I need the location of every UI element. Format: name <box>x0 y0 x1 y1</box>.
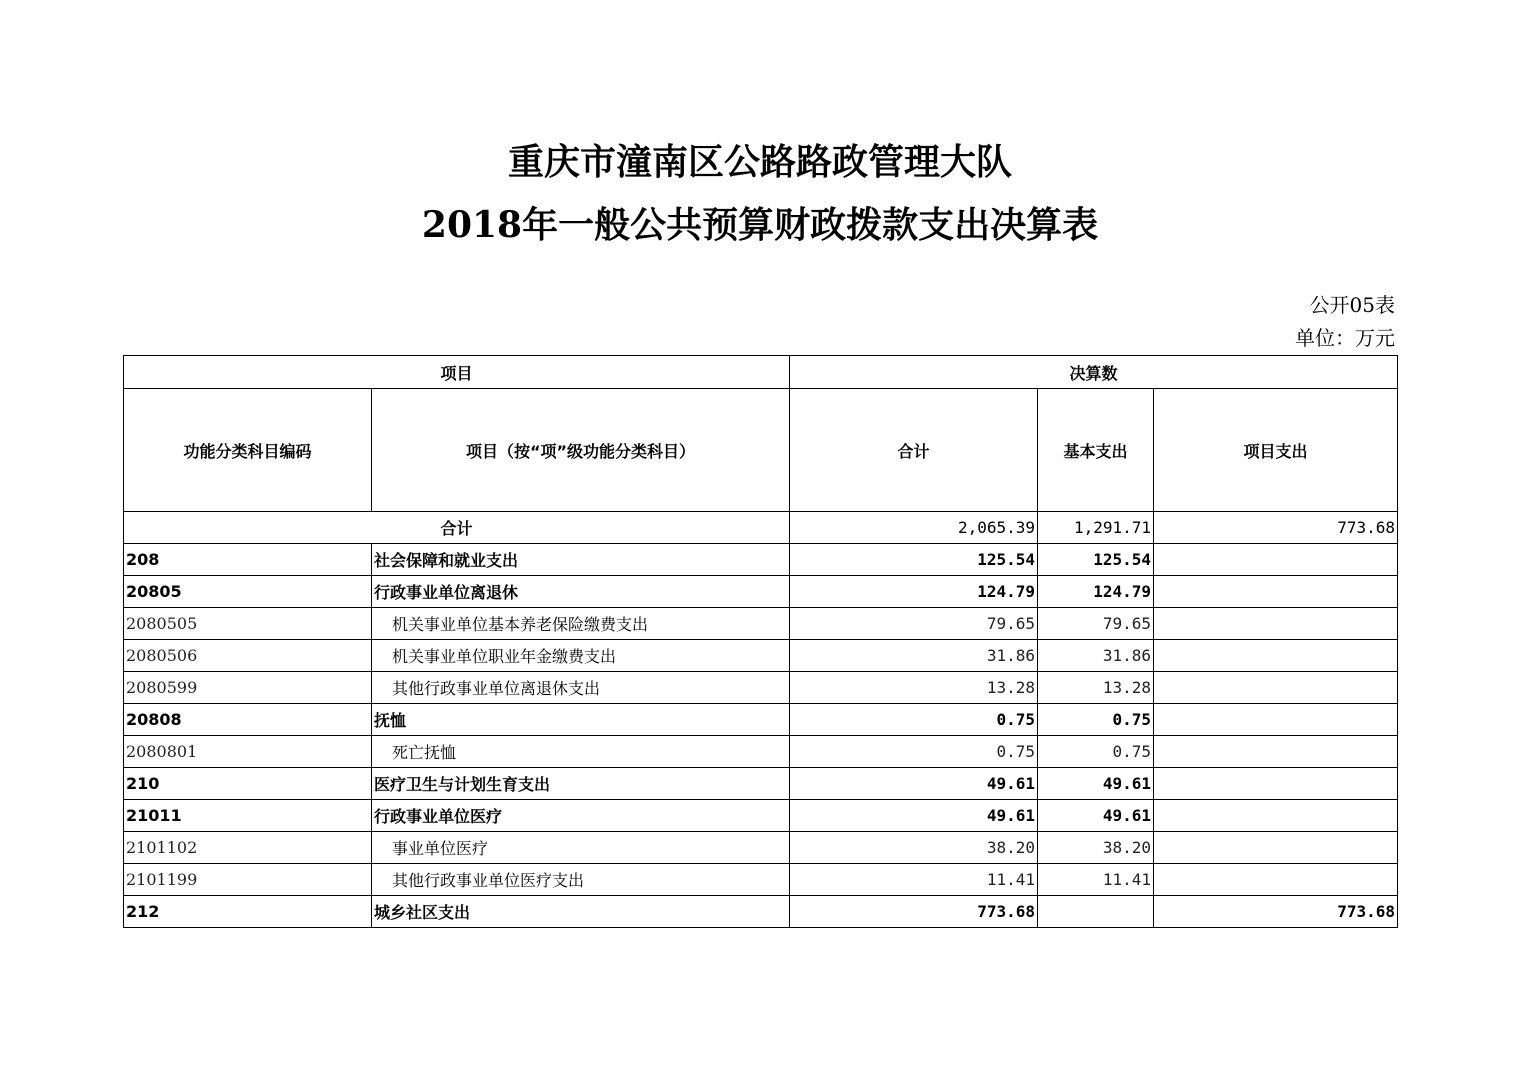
header-column-row <box>124 389 1398 512</box>
row-basic: 125.54 <box>1038 544 1154 576</box>
header-total: 合计 <box>790 389 1038 512</box>
row-project <box>1154 832 1398 864</box>
row-code: 2080801 <box>124 736 372 768</box>
row-basic: 0.75 <box>1038 704 1154 736</box>
row-total: 31.86 <box>790 640 1038 672</box>
row-code: 212 <box>124 896 372 928</box>
row-name: 其他行政事业单位离退休支出 <box>372 672 790 704</box>
total-label: 合计 <box>124 512 790 544</box>
row-basic <box>1038 896 1154 928</box>
total-basic: 1,291.71 <box>1038 512 1154 544</box>
header-name: 项目（按“项”级功能分类科目） <box>372 389 790 512</box>
row-code: 2080505 <box>124 608 372 640</box>
row-total: 49.61 <box>790 800 1038 832</box>
row-total: 13.28 <box>790 672 1038 704</box>
row-code: 2080599 <box>124 672 372 704</box>
header-group-item: 项目 <box>124 356 790 389</box>
header-basic: 基本支出 <box>1038 389 1154 512</box>
row-code: 2101199 <box>124 864 372 896</box>
row-name: 行政事业单位医疗 <box>372 800 790 832</box>
row-name: 机关事业单位职业年金缴费支出 <box>372 640 790 672</box>
table-row <box>124 896 1398 928</box>
table-row <box>124 736 1398 768</box>
row-total: 124.79 <box>790 576 1038 608</box>
row-basic: 31.86 <box>1038 640 1154 672</box>
row-basic: 11.41 <box>1038 864 1154 896</box>
row-total: 38.20 <box>790 832 1038 864</box>
row-total: 0.75 <box>790 736 1038 768</box>
budget-table <box>123 355 1398 928</box>
table-row <box>124 544 1398 576</box>
table-row <box>124 608 1398 640</box>
row-code: 21011 <box>124 800 372 832</box>
table-row <box>124 672 1398 704</box>
header-project: 项目支出 <box>1154 389 1398 512</box>
row-project <box>1154 544 1398 576</box>
row-project <box>1154 608 1398 640</box>
table-row <box>124 768 1398 800</box>
table-row <box>124 576 1398 608</box>
row-project <box>1154 576 1398 608</box>
header-group-amount: 决算数 <box>790 356 1398 389</box>
header-group-row <box>124 356 1398 389</box>
table-row <box>124 640 1398 672</box>
row-project <box>1154 672 1398 704</box>
row-code: 210 <box>124 768 372 800</box>
row-project: 773.68 <box>1154 896 1398 928</box>
total-project: 773.68 <box>1154 512 1398 544</box>
unit-label: 单位：万元 <box>1295 326 1395 350</box>
row-project <box>1154 736 1398 768</box>
row-total: 773.68 <box>790 896 1038 928</box>
row-total: 79.65 <box>790 608 1038 640</box>
row-basic: 0.75 <box>1038 736 1154 768</box>
row-code: 20805 <box>124 576 372 608</box>
table-row <box>124 832 1398 864</box>
page-title-line1: 重庆市潼南区公路路政管理大队 <box>507 141 1012 183</box>
table-row <box>124 864 1398 896</box>
header-code: 功能分类科目编码 <box>124 389 372 512</box>
total-total: 2,065.39 <box>790 512 1038 544</box>
row-total: 125.54 <box>790 544 1038 576</box>
row-name: 城乡社区支出 <box>372 896 790 928</box>
row-code: 208 <box>124 544 372 576</box>
total-row <box>124 512 1398 544</box>
row-basic: 124.79 <box>1038 576 1154 608</box>
row-name: 死亡抚恤 <box>372 736 790 768</box>
row-name: 其他行政事业单位医疗支出 <box>372 864 790 896</box>
row-basic: 79.65 <box>1038 608 1154 640</box>
row-code: 20808 <box>124 704 372 736</box>
row-project <box>1154 768 1398 800</box>
row-basic: 49.61 <box>1038 768 1154 800</box>
row-name: 行政事业单位离退休 <box>372 576 790 608</box>
row-basic: 13.28 <box>1038 672 1154 704</box>
row-project <box>1154 640 1398 672</box>
form-number: 公开05表 <box>1309 293 1395 317</box>
table-row <box>124 800 1398 832</box>
row-project <box>1154 800 1398 832</box>
row-total: 49.61 <box>790 768 1038 800</box>
row-name: 社会保障和就业支出 <box>372 544 790 576</box>
row-name: 事业单位医疗 <box>372 832 790 864</box>
row-name: 医疗卫生与计划生育支出 <box>372 768 790 800</box>
row-basic: 49.61 <box>1038 800 1154 832</box>
row-name: 抚恤 <box>372 704 790 736</box>
row-code: 2080506 <box>124 640 372 672</box>
row-code: 2101102 <box>124 832 372 864</box>
row-project <box>1154 864 1398 896</box>
row-basic: 38.20 <box>1038 832 1154 864</box>
page-title-line2: 2018年一般公共预算财政拨款支出决算表 <box>421 204 1099 246</box>
table-row <box>124 704 1398 736</box>
row-total: 0.75 <box>790 704 1038 736</box>
row-name: 机关事业单位基本养老保险缴费支出 <box>372 608 790 640</box>
row-project <box>1154 704 1398 736</box>
row-total: 11.41 <box>790 864 1038 896</box>
